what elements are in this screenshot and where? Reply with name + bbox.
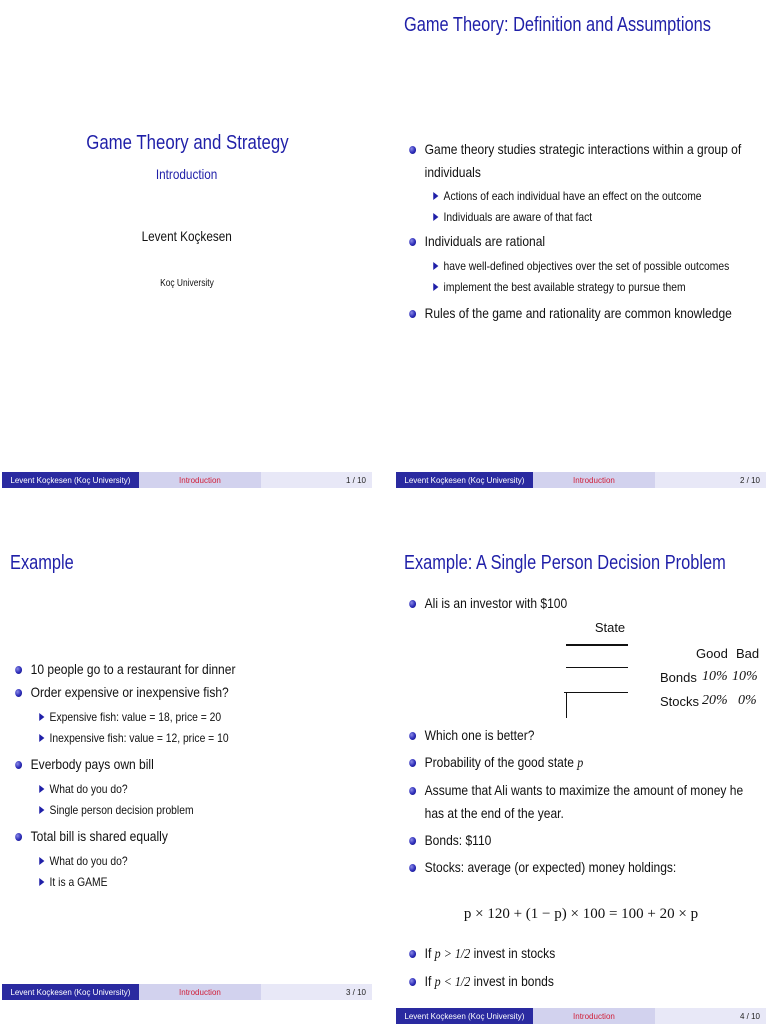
bullet-icon	[409, 759, 416, 767]
table-cell: 0%	[738, 693, 757, 708]
table-header-state: State	[594, 620, 626, 635]
list-item: Assume that Ali wants to maximize the amount of money he has at the end of the year.	[404, 779, 757, 825]
sub-item: Expensive fish: value = 18, price = 20	[10, 707, 363, 728]
bullet-icon	[409, 950, 416, 958]
bullet-icon	[409, 864, 416, 872]
table-top-rule	[566, 644, 628, 646]
expected-value-formula: p × 120 + (1 − p) × 100 = 100 + 20 × p	[463, 906, 699, 922]
list-item: Order expensive or inexpensive fish?	[10, 681, 363, 704]
list-item: 10 people go to a restaurant for dinner	[10, 658, 363, 681]
slide-content	[10, 658, 364, 893]
list-item: Rules of the game and rationality are common knowledge	[404, 302, 757, 325]
list-item: Individuals are rational	[404, 230, 757, 253]
bullet-icon	[409, 600, 416, 608]
sub-item: What do you do?	[10, 851, 363, 872]
list-item: Ali is an investor with $100	[404, 592, 757, 615]
bullet-icon	[409, 238, 416, 246]
footer-page: 1 / 10	[261, 472, 372, 488]
table-header-bad: Bad	[736, 646, 760, 661]
bullet-icon	[15, 833, 22, 841]
table-mid-rule	[566, 667, 628, 668]
bullet-icon	[409, 732, 416, 740]
footer-section: Introduction	[533, 1008, 655, 1024]
slide-footer	[2, 984, 372, 1000]
sub-item: Inexpensive fish: value = 12, price = 10	[10, 728, 363, 749]
footer-section: Introduction	[139, 984, 261, 1000]
table-header-good: Good	[696, 646, 728, 661]
bullet-icon	[409, 837, 416, 845]
bullet-icon	[409, 146, 416, 154]
bullet-icon	[409, 310, 416, 318]
bullet-icon	[15, 666, 22, 674]
triangle-bullet-icon	[433, 283, 438, 291]
table-cell: 20%	[702, 693, 728, 708]
presentation-subtitle: Introduction	[156, 166, 218, 182]
bullet-icon	[15, 689, 22, 697]
slide-footer	[2, 472, 372, 488]
author-name: Levent Koçkesen	[141, 228, 233, 244]
slide-content-lower	[404, 724, 758, 879]
slide-1	[2, 0, 372, 512]
list-item: Everbody pays own bill	[10, 753, 363, 776]
footer-page: 4 / 10	[655, 1008, 766, 1024]
slide-3	[2, 512, 372, 1024]
slide-content	[404, 138, 758, 325]
triangle-bullet-icon	[39, 734, 44, 742]
footer-author: Levent Koçkesen (Koç University)	[396, 472, 533, 488]
slide-content	[404, 592, 758, 615]
footer-author: Levent Koçkesen (Koç University)	[2, 984, 139, 1000]
list-item: Which one is better?	[404, 724, 757, 747]
triangle-bullet-icon	[39, 878, 44, 886]
slide-footer	[396, 1008, 766, 1024]
triangle-bullet-icon	[433, 213, 438, 221]
list-item: Stocks: average (or expected) money holdings:	[404, 856, 757, 879]
footer-author: Levent Koçkesen (Koç University)	[2, 472, 139, 488]
footer-page: 3 / 10	[261, 984, 372, 1000]
triangle-bullet-icon	[433, 192, 438, 200]
bullet-icon	[15, 761, 22, 769]
table-row-label: Bonds	[660, 670, 697, 685]
sub-item: implement the best available strategy to pursue them	[404, 277, 757, 298]
list-item: Probability of the good state p	[404, 751, 757, 775]
institution: Koç University	[160, 278, 214, 289]
footer-page: 2 / 10	[655, 472, 766, 488]
triangle-bullet-icon	[39, 785, 44, 793]
slide-footer	[396, 472, 766, 488]
bullet-icon	[409, 978, 416, 986]
triangle-bullet-icon	[433, 262, 438, 270]
slide-2	[396, 0, 766, 512]
triangle-bullet-icon	[39, 857, 44, 865]
footer-author: Levent Koçkesen (Koç University)	[396, 1008, 533, 1024]
table-row-rule	[564, 692, 628, 693]
triangle-bullet-icon	[39, 806, 44, 814]
list-item: Game theory studies strategic interactions within a group of individuals	[404, 138, 757, 184]
sub-item: What do you do?	[10, 779, 363, 800]
bullet-icon	[409, 787, 416, 795]
footer-section: Introduction	[139, 472, 261, 488]
sub-item: Actions of each individual have an effect on the outcome	[404, 186, 757, 207]
list-item: If p < 1/2 invest in bonds	[404, 970, 757, 994]
table-col-rule	[566, 692, 567, 718]
table-row-label: Stocks	[660, 694, 700, 709]
sub-item: It is a GAME	[10, 872, 363, 893]
frame-title: Game Theory: Definition and Assumptions	[404, 14, 711, 36]
sub-item: Single person decision problem	[10, 800, 363, 821]
presentation-title: Game Theory and Strategy	[85, 132, 289, 154]
list-item: If p > 1/2 invest in stocks	[404, 942, 757, 966]
slide-content-decisions	[404, 942, 758, 994]
frame-title: Example: A Single Person Decision Problem	[404, 552, 726, 574]
frame-title: Example	[10, 552, 74, 574]
triangle-bullet-icon	[39, 713, 44, 721]
sub-item: have well-defined objectives over the set of possible outcomes	[404, 256, 757, 277]
sub-item: Individuals are aware of that fact	[404, 207, 757, 228]
list-item: Bonds: $110	[404, 829, 757, 852]
table-cell: 10%	[702, 669, 728, 684]
list-item: Total bill is shared equally	[10, 825, 363, 848]
footer-section: Introduction	[533, 472, 655, 488]
table-cell: 10%	[732, 669, 758, 684]
slide-4	[396, 512, 766, 1024]
